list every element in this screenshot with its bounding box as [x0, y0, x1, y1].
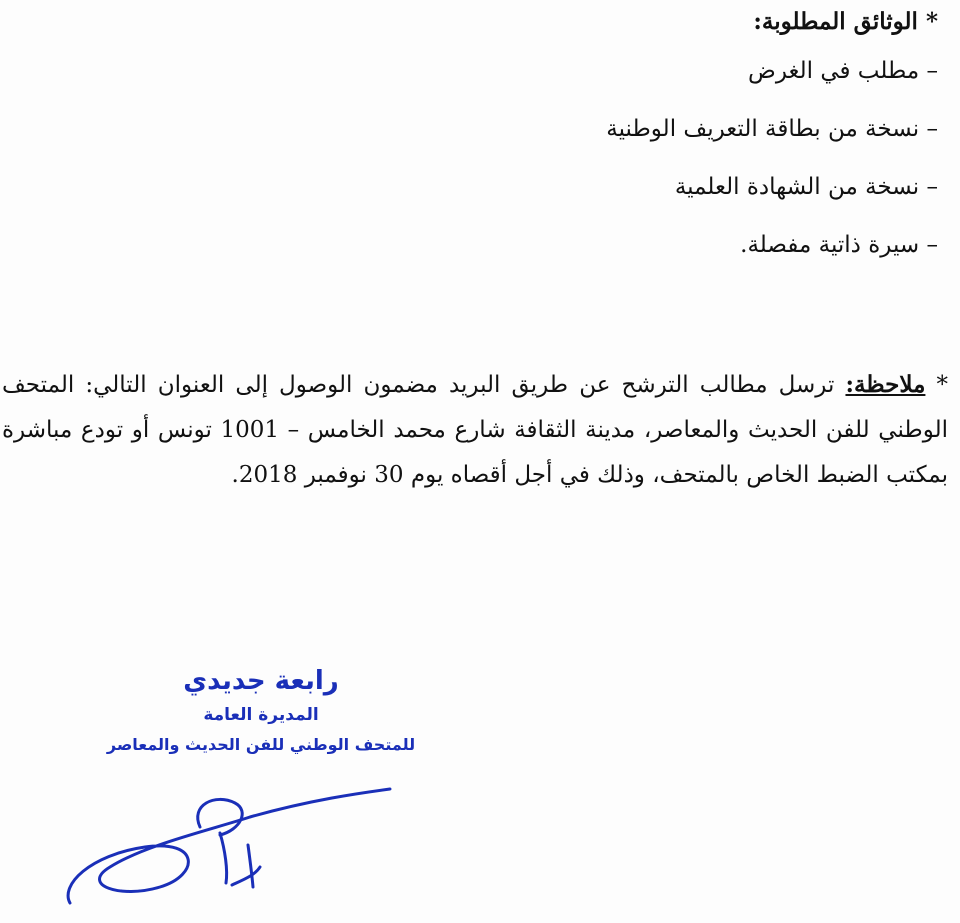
director-name: رابعة جديدي: [183, 666, 339, 696]
note-paragraph: [2, 362, 948, 498]
note-prefix: *: [925, 372, 949, 398]
document-item-request: – مطلب في الغرض: [748, 58, 938, 84]
required-documents-heading: * الوثائق المطلوبة:: [753, 8, 938, 35]
director-organization: للمتحف الوطني للفن الحديث والمعاصر: [106, 735, 416, 754]
document-item-cv: – سيرة ذاتية مفصلة.: [740, 232, 938, 258]
director-stamp: [96, 662, 426, 760]
note-label: ملاحظة:: [845, 371, 926, 398]
document-item-diploma: – نسخة من الشهادة العلمية: [674, 174, 938, 200]
director-title: المديرة العامة: [203, 705, 319, 725]
required-documents-section: [38, 2, 938, 274]
handwritten-signature: [50, 775, 410, 920]
document-item-id-card: – نسخة من بطاقة التعريف الوطنية: [606, 116, 938, 142]
note-body: ترسل مطالب الترشح عن طريق البريد مضمون الوصول إلى العنوان التالي: المتحف الوطني للفن الحديث والمعاصر، مدينة الثقافة شارع محمد الخامس – 1001 تونس أو تودع مباشرة بمكتب الضبط الخاص بالمتحف، وذلك في أجل أقصاه يوم 30 نوفمبر 2018.: [2, 372, 948, 488]
